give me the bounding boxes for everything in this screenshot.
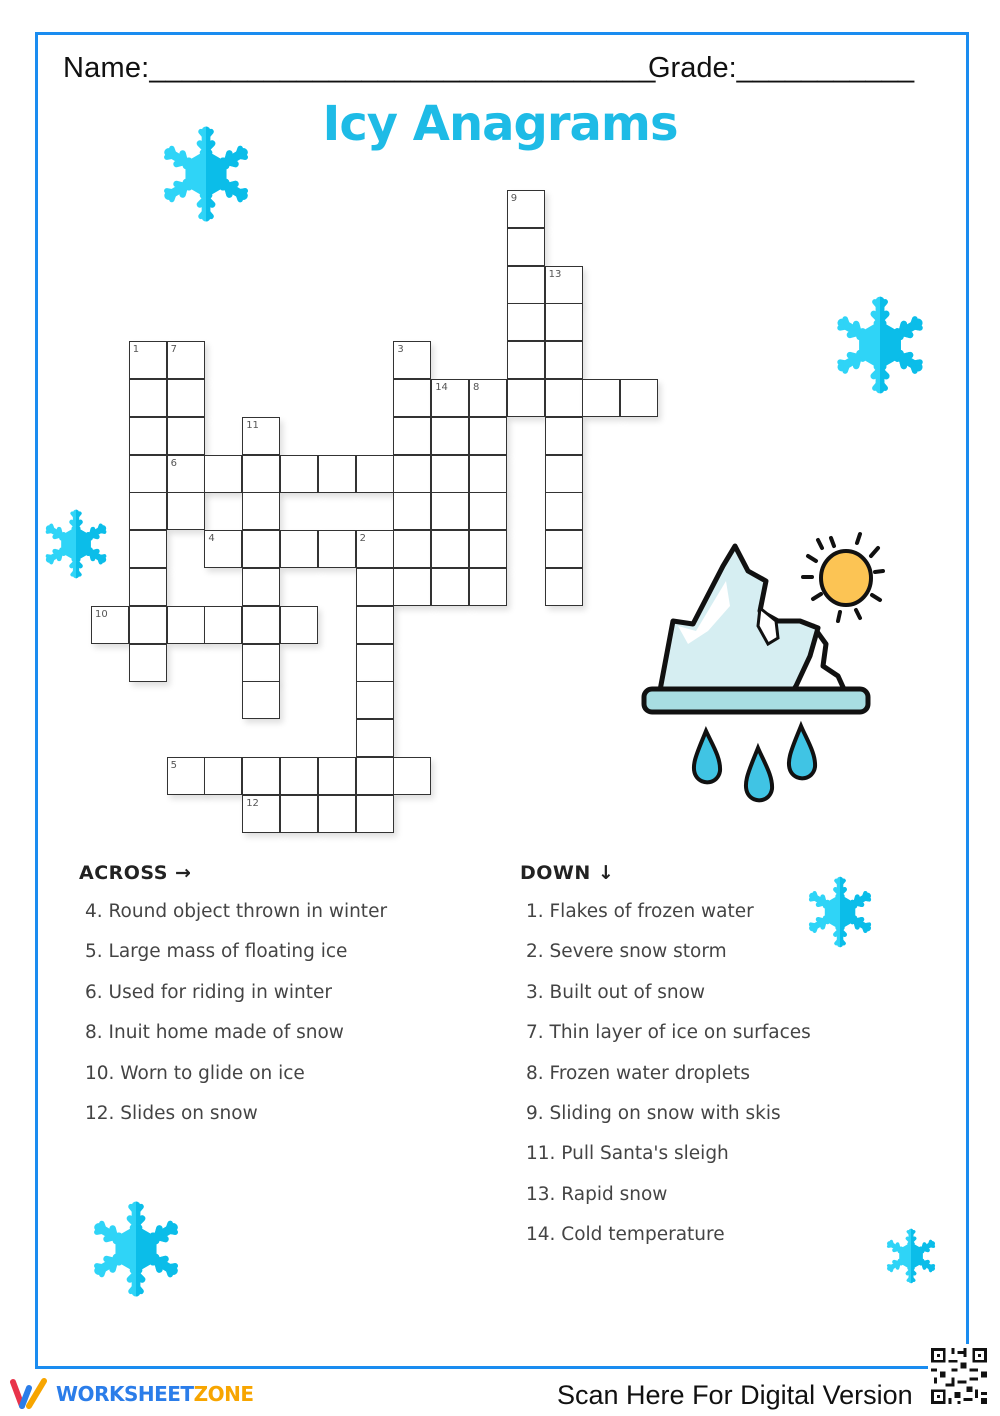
crossword-cell[interactable] [318,455,356,493]
page-title: Icy Anagrams [322,96,678,152]
crossword-cell[interactable] [469,455,507,493]
crossword-cell[interactable] [356,644,394,682]
crossword-cell[interactable] [545,455,583,493]
crossword-cell[interactable] [545,379,583,417]
crossword-cell[interactable] [393,757,431,795]
crossword-cell[interactable] [242,455,280,493]
crossword-cell[interactable] [280,606,318,644]
brand-zone: ZONE [193,1382,254,1406]
crossword-cell-9[interactable] [507,190,545,228]
crossword-cell[interactable] [393,455,431,493]
clue-number: 1 [132,344,140,356]
snowflake-icon [152,120,260,228]
crossword-cell[interactable] [129,644,167,682]
across-heading: ACROSS → [79,862,192,884]
crossword-cell[interactable] [545,303,583,341]
crossword-cell[interactable] [545,341,583,379]
snowflake-icon [825,290,935,400]
crossword-cell[interactable] [469,530,507,568]
logo-w-icon [10,1378,50,1410]
crossword-cell[interactable] [507,266,545,304]
crossword-cell[interactable] [204,455,242,493]
crossword-cell[interactable] [280,530,318,568]
clue-across: 4. Round object thrown in winter [85,901,388,922]
clue-down: 11. Pull Santa's sleigh [526,1143,729,1165]
crossword-cell[interactable] [393,492,431,530]
crossword-cell[interactable] [129,379,167,417]
crossword-cell[interactable] [242,757,280,795]
crossword-cell[interactable] [129,530,167,568]
crossword-cell[interactable] [356,455,394,493]
grade-field[interactable]: Grade:___________ [648,52,915,84]
crossword-cell[interactable] [356,568,394,606]
crossword-cell[interactable] [545,568,583,606]
clue-number: 12 [246,797,259,809]
snowflake-icon [82,1195,190,1303]
clue-across: 8. Inuit home made of snow [85,1022,344,1044]
clue-across: 10. Worn to glide on ice [85,1062,305,1084]
crossword-cell[interactable] [507,228,545,266]
crossword-cell[interactable] [129,417,167,455]
qr-code-icon[interactable] [928,1344,990,1408]
crossword-cell-11[interactable] [242,417,280,455]
name-field[interactable]: Name:_______________________________ [63,52,656,84]
crossword-cell[interactable] [242,530,280,568]
down-clue-list [526,892,811,1256]
crossword-cell[interactable] [204,757,242,795]
crossword-cell[interactable] [280,757,318,795]
crossword-cell[interactable] [393,568,431,606]
crossword-cell[interactable] [393,530,431,568]
clue-down: 3. Built out of snow [526,981,706,1003]
crossword-cell[interactable] [507,341,545,379]
clue-number: 10 [95,608,108,620]
crossword-cell[interactable] [356,719,394,757]
crossword-cell[interactable] [356,606,394,644]
down-heading: DOWN ↓ [520,862,615,884]
crossword-cell[interactable] [242,568,280,606]
crossword-cell[interactable] [356,795,394,833]
crossword-cell[interactable] [167,492,205,530]
clue-number: 7 [170,344,177,356]
crossword-cell[interactable] [469,492,507,530]
crossword-cell[interactable] [356,681,394,719]
clue-number: 6 [170,457,177,469]
snowflake-icon [37,505,115,583]
crossword-cell-7[interactable] [167,341,205,379]
clue-down: 13. Rapid snow [526,1183,668,1205]
snowflake-icon [880,1225,942,1287]
crossword-cell[interactable] [129,606,167,644]
crossword-cell[interactable] [545,492,583,530]
clue-down: 8. Frozen water droplets [526,1062,751,1084]
crossword-cell[interactable] [242,606,280,644]
crossword-cell[interactable] [242,492,280,530]
crossword-cell[interactable] [507,303,545,341]
crossword-cell[interactable] [129,568,167,606]
ice-base [644,689,868,712]
crossword-cell-4[interactable] [204,530,242,568]
crossword-cell-2[interactable] [356,530,394,568]
clue-down: 14. Cold temperature [526,1224,725,1246]
crossword-cell[interactable] [167,417,205,455]
crossword-cell[interactable] [356,757,394,795]
crossword-cell[interactable] [204,606,242,644]
crossword-cell[interactable] [167,606,205,644]
crossword-cell[interactable] [620,379,658,417]
crossword-cell-3[interactable] [393,341,431,379]
crossword-cell-12[interactable] [242,795,280,833]
crossword-cell[interactable] [545,417,583,455]
scan-text: Scan Here For Digital Version [557,1380,913,1410]
clue-down: 1. Flakes of frozen water [526,901,754,922]
crossword-cell[interactable] [545,530,583,568]
crossword-cell[interactable] [242,681,280,719]
crossword-cell[interactable] [318,757,356,795]
clue-number: 2 [359,533,366,545]
crossword-cell[interactable] [318,530,356,568]
clue-across: 12. Slides on snow [85,1102,258,1124]
crossword-cell[interactable] [393,379,431,417]
crossword-cell[interactable] [431,417,469,455]
clue-across: 6. Used for riding in winter [85,981,332,1003]
clue-number: 11 [246,419,259,431]
crossword-cell[interactable] [431,568,469,606]
crossword-cell[interactable] [129,492,167,530]
crossword-cell[interactable] [469,568,507,606]
melting-iceberg-with-sun-icon [638,526,888,816]
crossword-cell-6[interactable] [167,455,205,493]
crossword-cell[interactable] [582,379,620,417]
clue-down: 9. Sliding on snow with skis [526,1102,781,1124]
crossword-cell[interactable] [431,530,469,568]
clue-number: 8 [473,382,480,393]
crossword-cell[interactable] [280,455,318,493]
crossword-cell[interactable] [242,644,280,682]
crossword-cell[interactable] [129,455,167,493]
clue-number: 4 [208,533,215,545]
crossword-cell[interactable] [280,795,318,833]
crossword-cell[interactable] [507,379,545,417]
crossword-cell[interactable] [431,492,469,530]
clue-number: 9 [510,193,518,204]
crossword-cell-14[interactable] [431,379,469,417]
clue-down: 2. Severe snow storm [526,941,727,963]
crossword-cell-10[interactable] [91,606,129,644]
clue-number: 5 [170,760,177,771]
crossword-cell[interactable] [393,417,431,455]
clue-number: 3 [397,344,404,356]
clue-down: 7. Thin layer of ice on surfaces [526,1022,811,1044]
crossword-cell[interactable] [167,379,205,417]
crossword-cell[interactable] [469,417,507,455]
crossword-cell[interactable] [431,455,469,493]
across-clue-list [85,892,387,1134]
worksheetzone-logo[interactable] [10,1378,253,1410]
clue-number: 14 [435,382,448,393]
snowflake-icon [800,872,880,952]
crossword-cell-1[interactable] [129,341,167,379]
crossword-cell-5[interactable] [167,757,205,795]
crossword-cell-13[interactable] [545,266,583,304]
clue-number: 13 [548,268,562,280]
brand-worksheet: WORKSHEET [56,1382,194,1406]
crossword-cell-8[interactable] [469,379,507,417]
clue-across: 5. Large mass of floating ice [85,941,348,963]
sun-icon [821,551,871,605]
crossword-cell[interactable] [318,795,356,833]
